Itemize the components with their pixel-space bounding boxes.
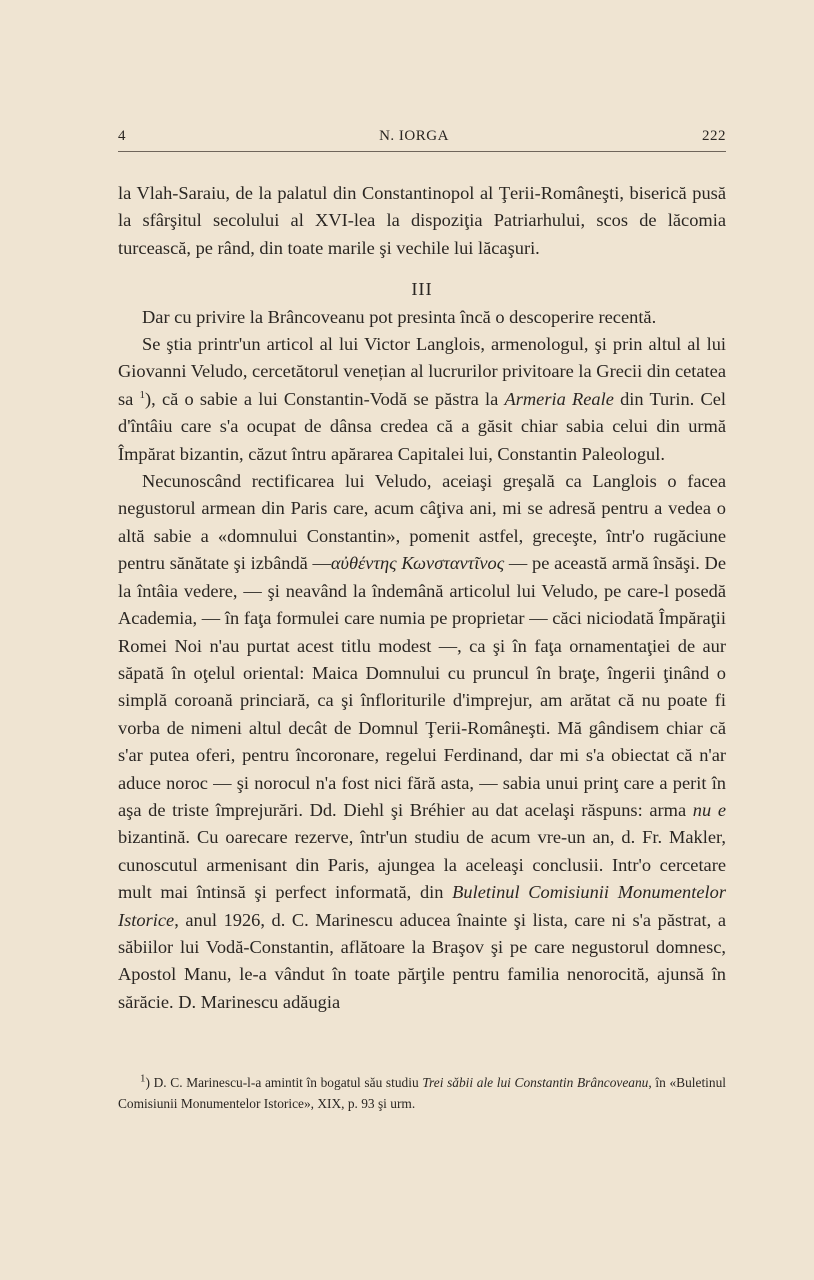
text-run: bizantină. Cu oarecare rezerve, într'un studiu de acum vre-un an, d. Fr. Makler, cunoscutul armenisant din Paris, ajungea la aceleaşi conclusii. Intr'o cercetare mult mai întinsă şi perfect informată, din xyxy=(118,827,726,903)
paragraph xyxy=(118,331,726,468)
running-header xyxy=(118,128,726,152)
text-run: Necunoscând rectificarea lui Veludo, aceiaşi greşală ca Langlois o facea negustorul armean din Paris care, acum câţiva ani, mi se adresă pentru a vedea o altă sabie a «domnului Constantin», pomenit astfel, greceşte, într'o rugăciune pentru sănătate şi izbândă — xyxy=(118,471,726,574)
italic-text: Armeria Reale xyxy=(504,388,614,409)
section-heading: III xyxy=(411,279,433,300)
text-run: ), că o sabie a lui Constantin-Vodă se păstra la xyxy=(145,388,505,409)
greek-text: αὐθέντης Κωνσταντῖνος xyxy=(330,553,505,574)
text-run: ) D. C. Marinescu-l-a amintit în bogatul său studiu xyxy=(145,1075,423,1090)
running-title: N. IORGA xyxy=(379,128,449,144)
paragraph xyxy=(118,468,726,1016)
footnote-reference: 1 xyxy=(139,388,146,401)
paragraph-continued: la Vlah-Saraiu, de la palatul din Constantinopol al Ţerii-Româneşti, biserică pusă la sfârşitul secolului al XVI-lea la dispoziţia Patriarhului, scos de lăcomia turcească, pe rând, din toate marile şi vechile lui lăcaşuri. xyxy=(118,183,726,258)
text-run: , în «Buletinul Comisiunii Monumentelor Istorice», XIX, p. 93 şi urm. xyxy=(118,1075,726,1111)
text-run: Se ştia printr'un articol al lui Victor Langlois, armenologul, şi prin altul al lui Giovanni Veludo, cercetătorul venețian al lucrurilor privitoare la Grecii din cetatea sa xyxy=(118,334,726,409)
text-run: — pe această armă însăşi. De la întâia vedere, — şi neavând la îndemână articolul lui Veludo, pe care-l posedă Academia, — în faţa formulei care numia pe proprietar — căci niciodată Împăraţii Romei Noi n'au purtat acest titlu modest —, ca şi în faţa ornamentaţiei de aur săpată în oţelul oriental: Maica Domnului cu pruncul în braţe, îngerii ţinând o simplă coroană princiară, ca şi înfloriturile d'imprejur, am arătat că nu poate fi vorba de nimeni altul decât de Domnul Ţerii-Româneşti. Mă gândisem chiar că s'ar putea oferi, pentru încoronare, regelui Ferdinand, dar mi s'a obiectat că n'ar aduce noroc — şi norocul n'a fost nici fără asta, — sabia unui prinţ care a perit în aşa de triste împrejurări. Dd. Diehl şi Bréhier au dat acelaşi răspuns: arma xyxy=(118,553,727,820)
page-number: 4 xyxy=(118,128,126,144)
footnote xyxy=(118,1072,726,1114)
main-text xyxy=(118,180,726,1016)
series-number: 222 xyxy=(702,128,726,144)
text-run: din Turin. Cel d'întâiu care s'a ocupat de dânsa credea că a găsit chiar sabia celui din urmă Împărat bizantin, căzut întru apărarea Capitalei lui, Constantin Paleologul. xyxy=(118,388,727,464)
italic-text: Trei săbii ale lui Constantin Brâncoveanu xyxy=(422,1075,649,1090)
paragraph: Dar cu privire la Brâncoveanu pot presinta încă o descoperire recentă. xyxy=(142,306,657,327)
footnote-area xyxy=(118,1072,726,1114)
text-run: , anul 1926, d. C. Marinescu aducea înainte şi lista, care ni s'a păstrat, a săbiilor lui Vodă-Constantin, aflătoare la Braşov şi pe care negustorul domnesc, Apostol Manu, le-a vândut în toate părţile pentru familia nenorocită, ajunsă în sărăcie. D. Marinescu adăugia xyxy=(118,909,726,1012)
italic-text: Buletinul Comisiunii Monumentelor Istorice xyxy=(118,882,726,930)
footnote-marker: 1 xyxy=(140,1072,146,1085)
italic-text: nu e xyxy=(692,799,726,820)
